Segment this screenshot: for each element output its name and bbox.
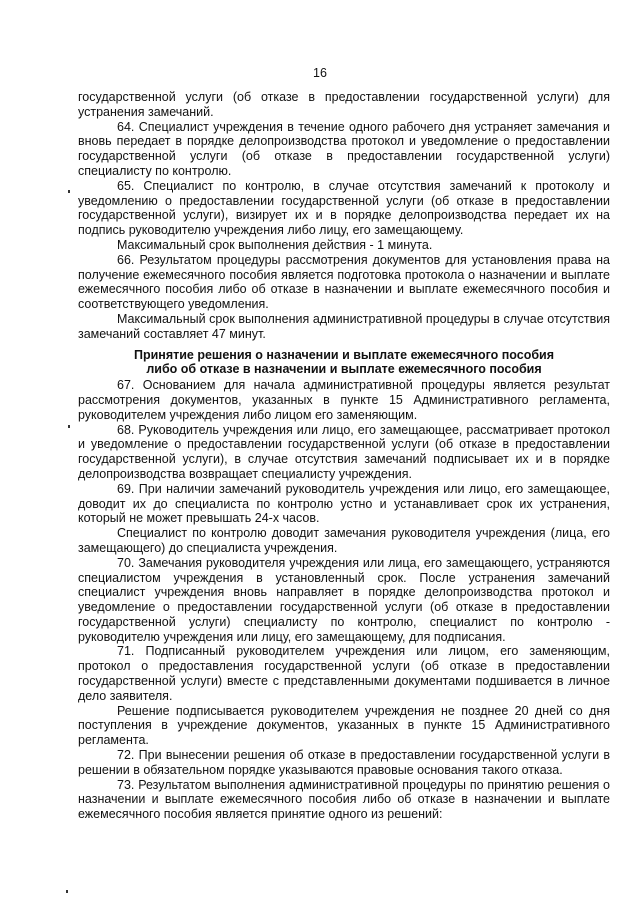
paragraph-64: 64. Специалист учреждения в течение одного рабочего дня устраняет замечания и вновь передает в порядке делопроизводства протокол и уведомление о предоставлении государственной услуги (об отказе в предоставлении государственной услуги) специалисту по контролю. [78, 119, 610, 178]
paragraph-69: 69. При наличии замечаний руководитель учреждения или лицо, его замещающее, доводит их до специалиста по контролю устно и устанавливает срок их устранения, который не может превышать 24-х часов. [78, 481, 610, 526]
paragraph-control-specialist: Специалист по контролю доводит замечания руководителя учреждения (лица, его замещающего) до специалиста учреждения. [78, 526, 610, 555]
paragraph-65: 65. Специалист по контролю, в случае отсутствия замечаний к протоколу и уведомлению о предоставлении государственной услуги (об отказе в предоставлении государственной услуги), визирует их и в порядке делопроизводства передает их на подпись руководителю учреждения либо лицу, его замещающему. [78, 178, 610, 238]
paragraph-max-time-procedure: Максимальный срок выполнения административной процедуры в случае отсутствия замечаний составляет 47 минут. [78, 311, 610, 341]
document-body [78, 90, 610, 822]
paragraph: государственной услуги (об отказе в предоставлении государственной услуги) для устранения замечаний. [78, 90, 610, 119]
paragraph-68: 68. Руководитель учреждения или лицо, его замещающее, рассматривает протокол и уведомление о предоставлении государственной услуги (об отказе в предоставлении государственной услуги), в случае отсутствия замечаний подписывает их и в порядке делопроизводства возвращает специалисту учреждения. [78, 422, 610, 481]
section-heading-line-2: либо об отказе в назначении и выплате ежемесячного пособия [146, 362, 542, 377]
scan-mark [68, 425, 70, 428]
paragraph-max-time-action: Максимальный срок выполнения действия - 1 минута. [117, 237, 433, 252]
paragraph-73: 73. Результатом выполнения административной процедуры по принятию решения о назначении и выплате ежемесячного пособия либо об отказе в назначении и выплате ежемесячного пособия является принятие одного из решений: [78, 777, 610, 822]
paragraph-70: 70. Замечания руководителя учреждения или лица, его замещающего, устраняются специалистом учреждения в установленный срок. После устранения замечаний специалист учреждения вновь направляет в порядке делопроизводства протокол и уведомление о предоставлении государственной услуги (об отказе в предоставлении государственной услуги) специалисту по контролю, специалист по контролю - руководителю учреждения или лицу, его замещающему, для подписания. [78, 555, 610, 644]
scan-mark [66, 890, 68, 893]
scan-mark [68, 190, 70, 193]
paragraph-71: 71. Подписанный руководителем учреждения или лицом, его заменяющим, протокол о предоставления государственной услуги (об отказе в предоставлении государственной услуги) вместе с представленными документами подшивается в личное дело заявителя. [78, 644, 610, 703]
paragraph-decision-deadline: Решение подписывается руководителем учреждения не позднее 20 дней со дня поступления в учреждение документов, указанных в пункте 15 Административного регламента. [78, 703, 610, 748]
page-number: 16 [313, 66, 327, 80]
paragraph-66: 66. Результатом процедуры рассмотрения документов для установления права на получение ежемесячного пособия является подготовка протокола о назначении и выплате ежемесячного пособия либо об отказе в назначении и выплате ежемесячного пособия и соответствующего уведомления. [78, 252, 610, 312]
paragraph-72: 72. При вынесении решения об отказе в предоставлении государственной услуги в решении в обязательном порядке указываются правовые основания такого отказа. [78, 748, 610, 777]
section-heading-line-1: Принятие решения о назначении и выплате ежемесячного пособия [133, 347, 555, 362]
section-heading [78, 348, 610, 378]
paragraph-67: 67. Основанием для начала административной процедуры является результат рассмотрения документов, указанных в пункте 15 Административного регламента, руководителем учреждения либо лицом его заменяющим. [78, 378, 610, 422]
